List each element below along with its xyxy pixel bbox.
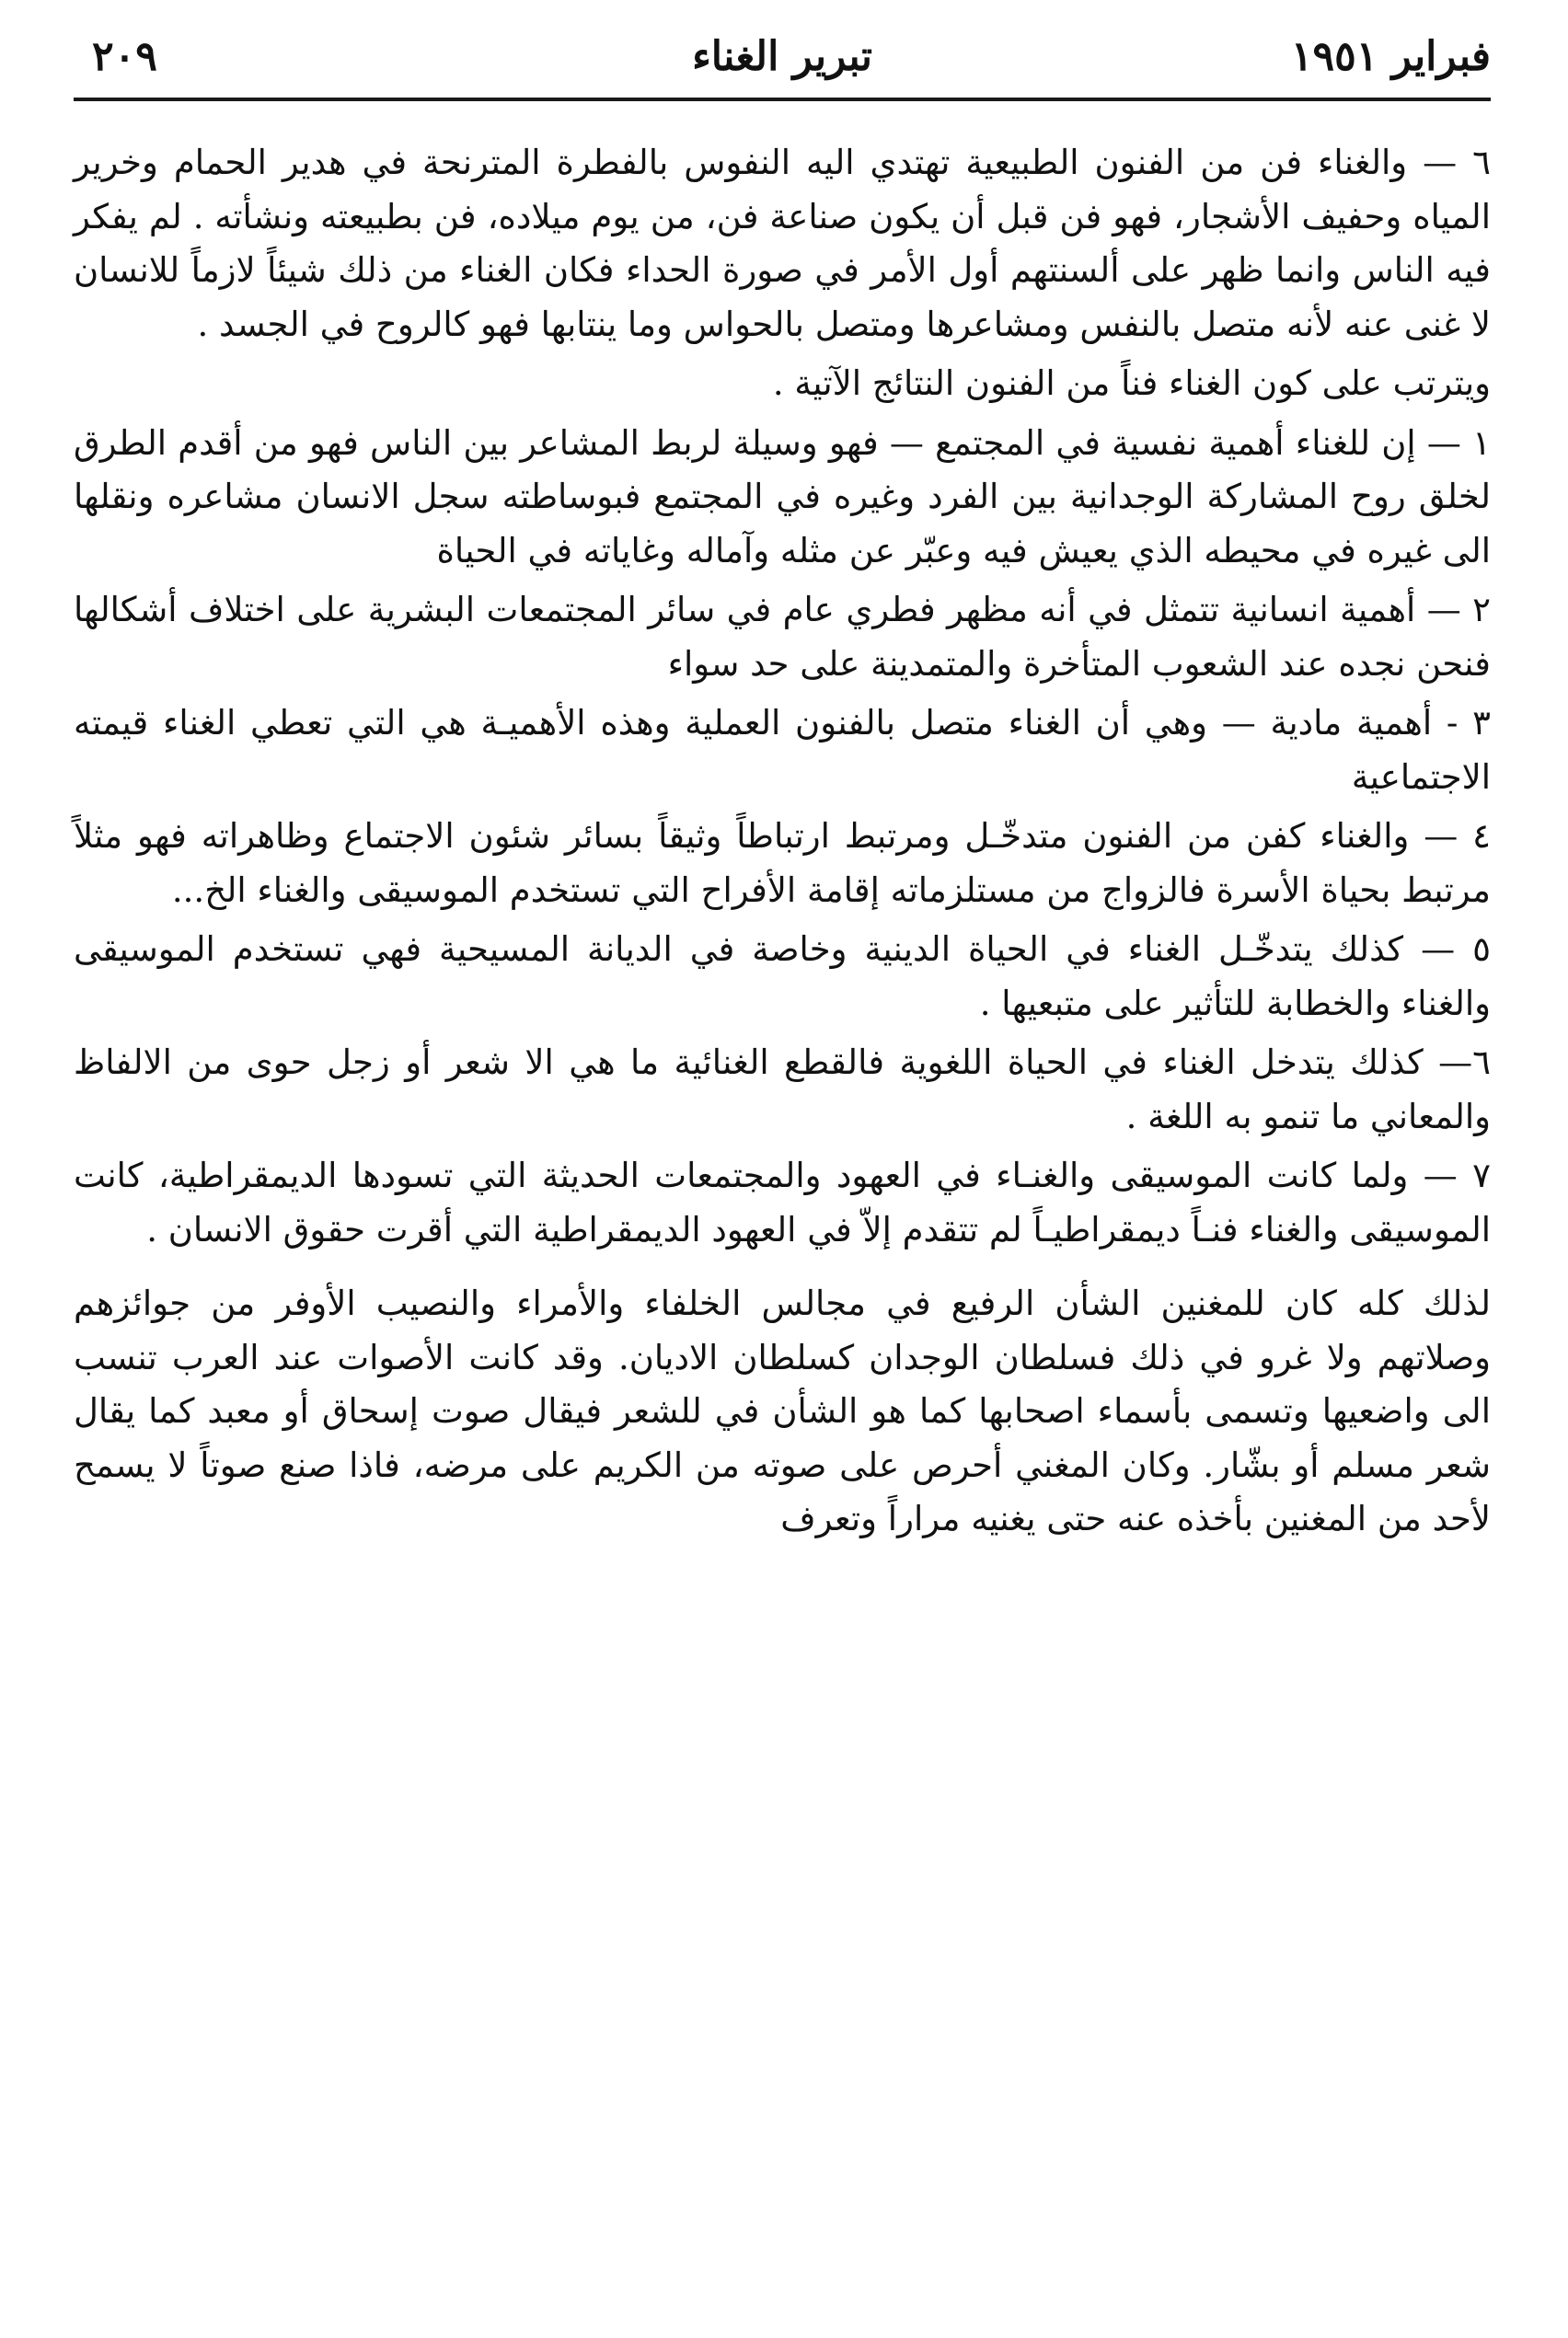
paragraph-consequences-intro: ويترتب على كون الغناء فناً من الفنون النتائج الآتية . <box>772 363 1491 403</box>
header-date: فبراير ١٩٥١ <box>1290 33 1491 80</box>
paragraph-item-3-material: ٣ - أهمية مادية — وهي أن الغناء متصل بالفنون العملية وهذه الأهميـة هي التي تعطي الغناء قيمته الاجتماعية <box>74 703 1491 797</box>
paragraph-item-7-democratic: ٧ — ولما كانت الموسيقى والغنـاء في العهود والمجتمعات الحديثة التي تسودها الديمقراطية، كانت الموسيقى والغناء فنـاً ديمقراطيـاً لم تتقدم إلاّ في العهود الديمقراطية التي أقرت حقوق الانسان . <box>74 1156 1491 1250</box>
paragraph-singers-status: لذلك كله كان للمغنين الشأن الرفيع في مجالس الخلفاء والأمراء والنصيب الأوفر من جوائزهم وصلاتهم ولا غرو في ذلك فسلطان الوجدان كسلطان الاديان. وقد كانت الأصوات عند العرب تنسب الى واضعيها وتسمى بأسماء اصحابها كما هو الشأن في للشعر فيقال صوت إسحاق أو معبد كما يقال شعر مسلم أو بشّار. وكان المغني أحرص على صوته من الكريم على مرضه، فاذا صنع صوتاً لا يسمح لأحد من المغنين بأخذه عنه حتى يغنيه مراراً وتعرف <box>74 1284 1491 1538</box>
paragraph-item-6-nature: ٦ — والغناء فن من الفنون الطبيعية تهتدي اليه النفوس بالفطرة المترنحة في هدير الحمام وخرير المياه وحفيف الأشجار، فهو فن قبل أن يكون صناعة فن، من يوم ميلاده، فن بطبيعته ونشأته . لم يفكر فيه الناس وانما ظهر على ألسنتهم أول الأمر في صورة الحداء فكان الغناء من ذلك شيئاً لازماً للانسان لا غنى عنه لأنه متصل بالنفس ومشاعرها ومتصل بالحواس وما ينتابها فهو كالروح في الجسد . <box>74 143 1491 344</box>
book-page <box>74 28 1491 2319</box>
paragraph-item-1-psychological: ١ — إن للغناء أهمية نفسية في المجتمع — فهو وسيلة لربط المشاعر بين الناس فهو من أقدم الطرق لخلق روح المشاركة الوجدانية بين الفرد وغيره في المجتمع فبوساطته سجل الانسان مشاعره ونقلها الى غيره في محيطه الذي يعيش فيه وعبّر عن مثله وآماله وغاياته في الحياة <box>74 422 1491 570</box>
paragraph-item-2-human: ٢ — أهمية انسانية تتمثل في أنه مظهر فطري عام في سائر المجتمعات البشرية على اختلاف أشكالها فنحن نجده عند الشعوب المتأخرة والمتمدينة على حد سواء <box>74 590 1491 684</box>
running-header <box>74 28 1491 101</box>
page-number: ٢٠٩ <box>92 33 157 80</box>
paragraph-item-5-religious: ٥ — كذلك يتدخّـل الغناء في الحياة الدينية وخاصة في الديانة المسيحية فهي تستخدم الموسيقى والغناء والخطابة للتأثير على متبعيها . <box>74 929 1491 1023</box>
body-text <box>74 136 1491 1547</box>
paragraph-item-6-linguistic: ٦— كذلك يتدخل الغناء في الحياة اللغوية فالقطع الغنائية ما هي الا شعر أو زجل حوى من الالفاظ والمعاني ما تنمو به اللغة . <box>74 1042 1491 1136</box>
paragraph-item-4-social: ٤ — والغناء كفن من الفنون متدخّـل ومرتبط ارتباطاً وثيقاً بسائر شئون الاجتماع وظاهراته فهو مثلاً مرتبط بحياة الأسرة فالزواج من مستلزماته إقامة الأفراح التي تستخدم الموسيقى والغناء الخ... <box>74 816 1491 910</box>
header-title: تبرير الغناء <box>692 33 872 80</box>
